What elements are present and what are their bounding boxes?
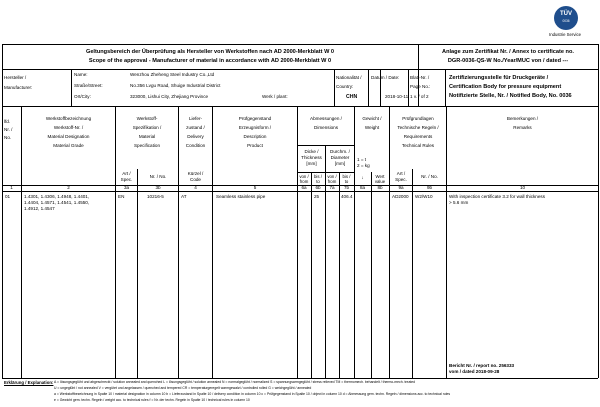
page-label2: Page No.:	[410, 84, 431, 89]
col5-h1: Prüfgegenstand	[238, 116, 272, 121]
col7b-bis1: bis /	[342, 174, 351, 179]
col6-sub3: [mm]	[306, 161, 317, 166]
col8b-h2: value	[374, 179, 386, 184]
logo-text: TÜV	[560, 11, 572, 17]
row-diameter-to: 406.4	[341, 194, 353, 199]
code-3b: 3b	[155, 185, 161, 190]
rule-mfr-label	[71, 69, 72, 106]
col9-h4: Technical Rules	[401, 143, 435, 148]
mfr-name: Wenzhou Zheheng Steel Industry Co.,Ltd	[130, 72, 215, 77]
col9a-h2: Spec.	[395, 177, 407, 182]
row-rules-no: W2/W10	[415, 194, 433, 199]
col3a-h2: Spec.	[120, 177, 133, 182]
col8b-h1: Wert	[375, 174, 385, 179]
col3-h1: Werkstoff-	[136, 116, 158, 121]
col7a-von1: von /	[327, 174, 337, 179]
rule-dimensions-sub	[297, 145, 354, 146]
col10-h2: Remarks	[513, 125, 532, 130]
row-thickness-to: 25	[314, 194, 320, 199]
mfr-label2: Manufacturer:	[4, 85, 33, 90]
col4-h2: zustand /	[186, 125, 205, 130]
col5-h3: Description	[243, 134, 267, 139]
rule-body-bottom	[2, 378, 598, 379]
street-label: Straße/Street:	[74, 83, 103, 88]
rule-col7a	[339, 172, 340, 378]
code-4: 4	[194, 185, 197, 190]
notified-2: Certification Body for pressure equipment	[449, 84, 562, 90]
mfr-label1: Hersteller /	[4, 75, 27, 80]
col4-sub1: Kürzel /	[187, 171, 204, 176]
col7-sub1: Durchm. /	[330, 149, 350, 154]
frame-left	[2, 44, 3, 378]
col6-h2: Dimensions	[314, 125, 338, 130]
col5-h2: Erzeugnisform /	[238, 125, 272, 130]
col5-h4: Product	[247, 143, 263, 148]
col9b-h: Nr. / No.	[421, 174, 438, 179]
title-de: Geltungsbereich der Überprüfung als Hersteller von Werkstoffen nach AD 2000-Merkblatt W 0	[85, 49, 335, 55]
row-remarks-2: > 5.6 mm	[449, 200, 469, 205]
col8a-arrow: ↓	[361, 175, 364, 180]
page-label1: Blatt-Nr. /	[410, 75, 430, 80]
legend-label: Erklärung / Explanation:	[4, 380, 54, 385]
row-product: Seamless stainless pipe	[216, 194, 266, 199]
mfr-plant-label: Werk / plant:	[262, 94, 288, 99]
nat-label2: Country:	[336, 84, 354, 89]
date-label: Datum / Date:	[371, 75, 400, 80]
date-value: 2018-10-11	[385, 94, 409, 99]
rule-col5	[297, 106, 298, 378]
rule-col9	[446, 106, 447, 378]
col2-h3: Material Designation	[47, 134, 90, 139]
rule-mfr-nat	[334, 69, 335, 106]
col7-sub3: [mm]	[334, 161, 346, 166]
col8-sub1: 1 = t	[357, 157, 367, 162]
row-spec-no: 10216-5	[147, 194, 164, 199]
rule-manufacturer-bottom	[2, 106, 598, 107]
nat-label1: Nationalität /	[336, 75, 362, 80]
rule-mfr-notified	[445, 69, 446, 106]
rule-col8a	[371, 172, 372, 378]
logo-number: 0036	[562, 19, 570, 23]
row-materials-1: 1.4301, 1.4306, 1.4948, 1.4401,	[24, 194, 90, 199]
rule-vonbis	[297, 172, 354, 173]
tuv-logo	[554, 6, 578, 30]
row-spec-art: EN	[118, 194, 125, 199]
col8-h2: Weight	[364, 125, 380, 130]
row-rules-art: AD2000	[392, 194, 409, 199]
legend-line-2: U = ungeglüht / not annealed V = vergütet und angelassen / quenched and tempered CR = temperaturgeregelt warmgewalzt / controlled rolled G = weichgeglüht / annealed	[54, 386, 312, 390]
frame-right	[598, 44, 599, 378]
col7-sub2: Diameter	[330, 155, 350, 160]
code-5: 5	[253, 185, 257, 190]
row-materials-3: 1.4912, 1.4547	[24, 206, 55, 211]
title-en: Scope of the approval - Manufacturer of material in accordance with AD 2000-Merkblatt W 0	[88, 58, 332, 64]
report-no: Bericht Nr. / report no. 256333	[449, 363, 515, 368]
code-6a: 6a	[301, 185, 307, 190]
col6-sub2: Thickness	[301, 155, 322, 160]
mfr-street: No.356 Lvgu Road, Shuige Industrial District	[130, 83, 221, 88]
frame-top	[2, 44, 598, 45]
col3-h2: Spezifikation /	[132, 125, 162, 130]
col6a-von2: from	[299, 179, 309, 184]
mfr-city: 323000, Lishui City, Zhejiang Province	[130, 94, 209, 99]
row-no: 01	[5, 194, 11, 199]
rule-header-bottom	[2, 69, 598, 70]
col3-h3: Material	[138, 134, 156, 139]
col7a-von2: from	[327, 179, 337, 184]
code-8a: 8a	[359, 185, 366, 190]
col3-h4: Specification	[133, 143, 161, 148]
col9-h2: Technische Regeln /	[397, 125, 439, 130]
code-7a: 7a	[329, 185, 335, 190]
col3a-h1: Art /	[122, 171, 131, 176]
city-label: Ort/City:	[74, 94, 91, 99]
rule-col9a	[412, 169, 413, 378]
code-6b: 6b	[315, 185, 321, 190]
code-3a: 3a	[123, 185, 130, 190]
col1-h2: Nr. /	[4, 127, 13, 132]
code-2: 2	[67, 185, 70, 190]
rule-mfr-date	[368, 69, 369, 106]
col4-h3: Delivery	[187, 134, 204, 139]
page-value: 1 v. / of 2	[410, 94, 429, 99]
code-7b: 7b	[343, 185, 350, 190]
col6a-von1: von /	[299, 174, 309, 179]
legend-line-3: a = Werkstoffbezeichnung in Spalte 10 / material designation in column 10 b = Lieferzustand in Spalte 10 / delivery condition in column 10 c = Prüfgegenstand in Spalte 10 / object in column 10 d = Abmessung gem. techn. Regeln / dimensions acc. to technical rules	[54, 392, 451, 396]
col1-h3: No.	[4, 135, 12, 140]
col9-h3: Requirements	[403, 134, 433, 139]
col7b-bis2: to	[344, 179, 349, 184]
row-materials-2: 1.4404, 1.4571, 1.4541, 1.4550,	[24, 200, 90, 205]
col6b-bis1: bis /	[314, 174, 322, 179]
code-10: 10	[519, 185, 526, 190]
row-condition: AT	[181, 194, 187, 199]
notified-3: Notifizierte Stelle, Nr. / Notified Body, No. 0036	[449, 93, 572, 99]
legend-line-1: A = lösungsgeglüht und abgeschreckt / solution annealed and quenched L = lösungsgeglüht / solution annealed N = normalgeglüht / normalized S = spannungsarmgeglüht / stress relieved TM = thermomech. behandelt / thermo-mech. treated	[54, 380, 416, 384]
col2-h2: Werkstoff-Nr. /	[53, 125, 84, 130]
col10-h1: Bemerkungen /	[506, 116, 539, 121]
notified-1: Zertifizierungsstelle für Druckgeräte /	[449, 75, 549, 81]
col1-h1: lfd.	[4, 119, 11, 124]
rule-mfr-page	[408, 69, 409, 106]
col6b-bis2: to	[316, 179, 320, 184]
col9a-h1: Art /	[396, 171, 406, 176]
col8-h1: Gewicht /	[362, 116, 382, 121]
rule-col3a	[137, 169, 138, 378]
rule-col6a	[311, 172, 312, 378]
col2-h1: Werkstoffbezeichnung	[45, 116, 92, 121]
annex-de: Anlage zum Zertifikat Nr. / Annex to certificate no.	[442, 49, 574, 55]
rule-codes-bottom	[2, 191, 598, 192]
col9-h1: Prüfgrundlagen	[402, 116, 434, 121]
col4-h4: Condition	[185, 143, 206, 148]
rule-col7	[354, 106, 355, 378]
legend-line-4: e = Gewicht gem. techn. Regeln / weight acc. to technical rules f = Nr. der techn. Regeln in Spalte 10 / technical rules in column 10	[54, 398, 250, 402]
code-1: 1	[10, 185, 13, 190]
report-date: vom / dated 2018-09-28	[449, 369, 500, 374]
logo-caption: Industrie Service	[549, 32, 582, 37]
nat-value: CHN	[346, 94, 358, 100]
name-label: Name:	[74, 72, 88, 77]
col8-sub2: 2 = kg	[357, 163, 370, 168]
col4-sub2: Code	[190, 177, 201, 182]
col4-h1: Liefer-	[188, 116, 203, 121]
col6-h1: Abmessungen /	[310, 116, 342, 121]
annex-en: DGR-0036-QS-W No./Year/MUC von / dated ---	[447, 58, 569, 64]
row-remarks-1: With inspection certificate 3.2 for wall thickness	[449, 194, 545, 199]
code-9b: 9b	[426, 185, 433, 190]
col6-sub1: Dicke /	[304, 149, 319, 154]
col2-h4: Material Grade	[53, 143, 84, 148]
code-8b: 8b	[377, 185, 383, 190]
col3b-h: Nr. / No.	[149, 174, 167, 179]
code-9a: 9a	[398, 185, 404, 190]
